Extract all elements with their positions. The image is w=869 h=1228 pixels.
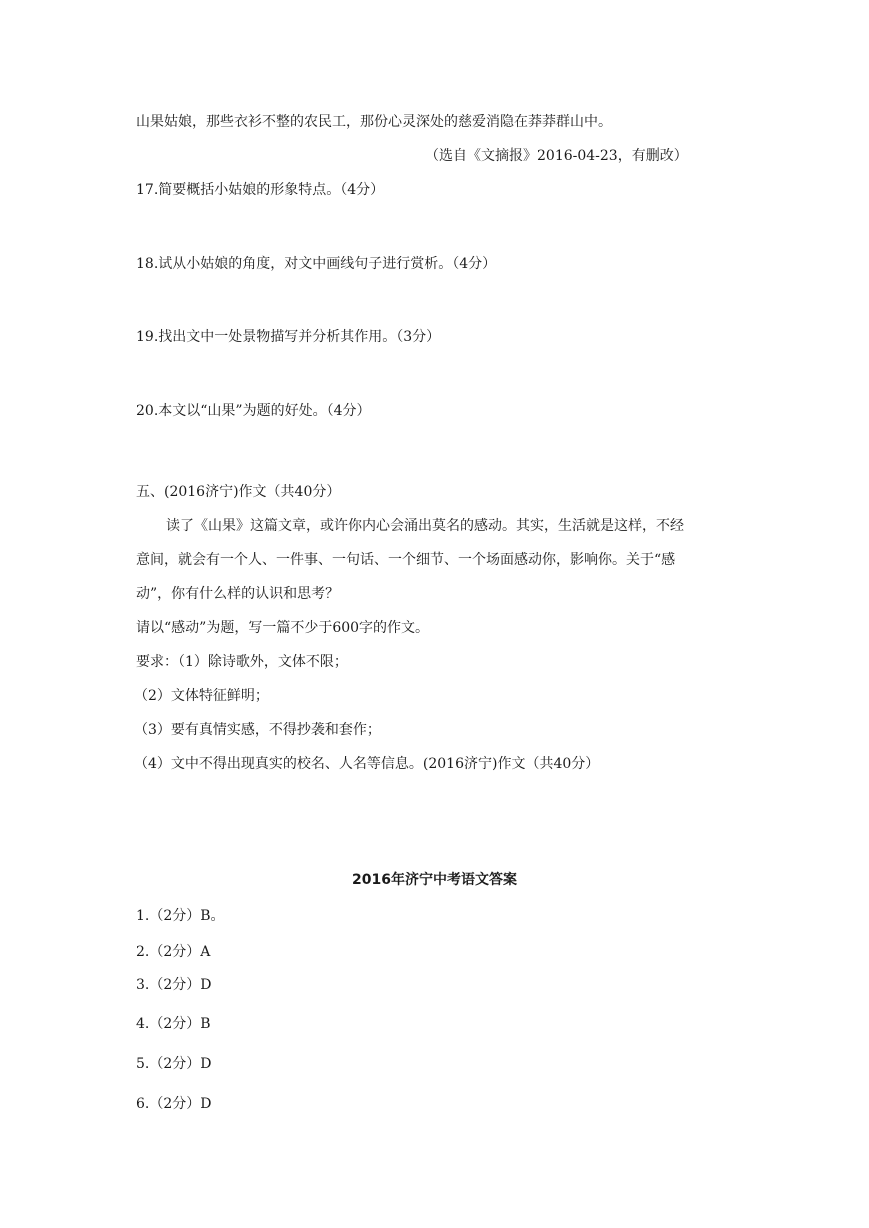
question-18: 18.试从小姑娘的角度，对文中画线句子进行赏析。（4分）	[136, 256, 497, 272]
essay-task: 请以“感动”为题，写一篇不少于600字的作文。	[136, 620, 430, 636]
question-19: 19.找出文中一处景物描写并分析其作用。（3分）	[136, 329, 441, 345]
essay-requirement: （3）要有真情实感，不得抄袭和套作；	[134, 722, 381, 738]
question-20: 20.本文以“山果”为题的好处。（4分）	[136, 403, 371, 419]
essay-heading: 五、(2016济宁)作文（共40分）	[136, 484, 341, 500]
essay-prompt-line: 意间，就会有一个人、一件事、一句话、一个细节、一个场面感动你，影响你。关于“感	[136, 552, 676, 568]
answer-item: 3.（2分）D	[136, 977, 212, 993]
answer-item: 4.（2分）B	[136, 1016, 211, 1032]
source-citation: （选自《文摘报》2016-04-23，有删改）	[425, 148, 688, 164]
essay-requirement: 要求：（1）除诗歌外，文体不限；	[136, 654, 348, 670]
essay-requirement: （4）文中不得出现真实的校名、人名等信息。(2016济宁)作文（共40分）	[134, 756, 600, 772]
passage-tail: 山果姑娘，那些衣衫不整的农民工，那份心灵深处的慈爱消隐在莽莽群山中。	[136, 114, 612, 130]
answer-item: 1.（2分）B。	[136, 908, 225, 924]
essay-prompt-line: 动”，你有什么样的认识和思考？	[136, 586, 340, 602]
answers-title: 2016年济宁中考语文答案	[352, 872, 517, 888]
answer-item: 6.（2分）D	[136, 1096, 212, 1112]
answer-item: 2.（2分）A	[136, 944, 211, 960]
question-17: 17.简要概括小姑娘的形象特点。（4分）	[136, 182, 385, 198]
essay-prompt-line: 读了《山果》这篇文章，或许你内心会涌出莫名的感动。其实，生活就是这样，不经	[166, 518, 684, 534]
answer-item: 5.（2分）D	[136, 1056, 212, 1072]
essay-requirement: （2）文体特征鲜明；	[134, 688, 269, 704]
